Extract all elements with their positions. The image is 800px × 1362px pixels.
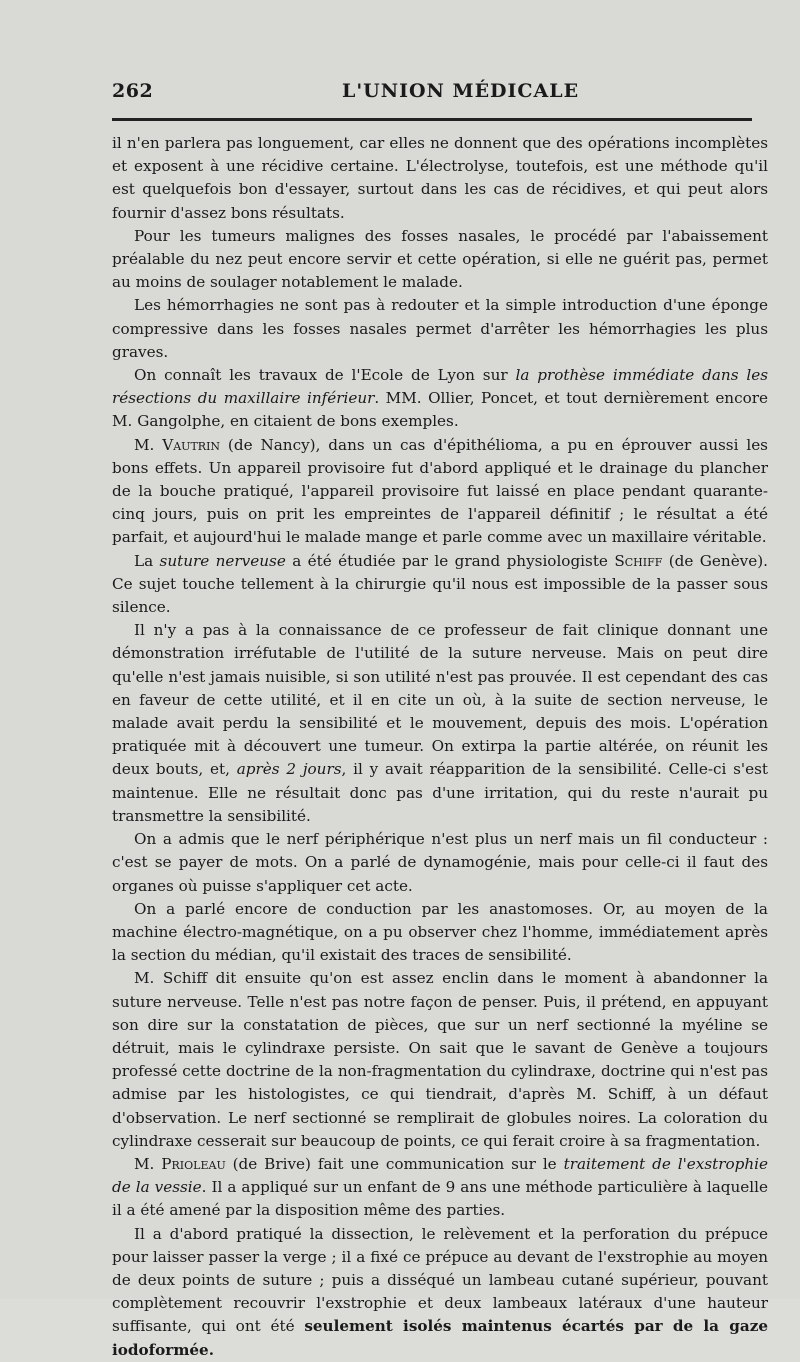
text-run: traitement de l'exstrophie de la vessie [112, 1154, 768, 1197]
text-run: a été étudiée par le grand physiologiste [285, 551, 615, 570]
paragraph [112, 619, 768, 828]
paragraph [112, 967, 768, 1153]
text-run: après 2 jours [236, 760, 342, 779]
text-run: On connaît les travaux de l'Ecole de Lyon sur [134, 366, 516, 385]
paragraph [112, 364, 768, 434]
text-run: (de Genève). Ce sujet touche tellement à la chirurgie qu'il nous est impossible de la passer sous silence. [112, 551, 768, 617]
text-run: On a parlé encore de conduction par les anastomoses. Or, au moyen de la machine électro-magnétique, on a pu observer chez l'homme, immédiatement après la section du médian, qu'il existait des traces de sensibilité. [112, 899, 768, 965]
paragraph [112, 132, 768, 225]
paragraph [112, 550, 768, 620]
text-run: . Il a appliqué sur un enfant de 9 ans une méthode particulière à laquelle il a été amené par la disposition même des parties. [112, 1178, 768, 1220]
text-run: M. [134, 435, 163, 454]
text-run: M. Schiff dit ensuite qu'on est assez enclin dans le moment à abandonner la suture nerveuse. Telle n'est pas notre façon de penser. Puis, il prétend, en appuyant son dire sur la constatation de pièces, que sur un nerf sectionné la myéline se détruit, mais le cylindraxe persiste. On sait que le savant de Genève a toujours professé cette doctrine de la non-fragmentation du cylindraxe, doctrine qui n'est pas admise par les histologistes, ce qui tiendrait, d'après M. Schiff, à un défaut d'observation. Le nerf sectionné se remplirait de globules noires. La coloration du cylindraxe cesserait sur beaucoup de points, ce qui ferait croire à sa fragmentation. [112, 969, 768, 1150]
text-run: Prioleau [161, 1154, 226, 1173]
text-run: (de Brive) fait une communication sur le [225, 1154, 564, 1173]
paragraph [112, 434, 768, 550]
text-run: Vautrin [162, 435, 221, 454]
text-run: . MM. Ollier, Poncet, et tout dernièrement encore M. Gangolphe, en citaient de bons exemples. [112, 389, 768, 431]
text-run: suture nerveuse [159, 551, 286, 570]
text-run: On a admis que le nerf périphérique n'est plus un nerf mais un fil conducteur : c'est se payer de mots. On a parlé de dynamogénie, mais pour celle-ci il faut des organes où puisse s'appliquer cet acte. [112, 830, 768, 895]
text-run: Pour les tumeurs malignes des fosses nasales, le procédé par l'abaissement préalable du nez peut encore servir et cette opération, si elle ne guérit pas, permet au moins de soulager notablement le malade. [112, 226, 768, 292]
header-rule [112, 118, 752, 121]
text-run: , il y avait réapparition de la sensibilité. Celle-ci s'est maintenue. Elle ne résultait donc pas d'une irritation, qui du reste n'aurait pu transmettre la sensibilité. [112, 760, 768, 825]
running-title: L'UNION MÉDICALE [342, 80, 580, 102]
paragraph [112, 898, 768, 968]
text-run: Il n'y a pas à la connaissance de ce professeur de fait clinique donnant une démonstration irréfutable de l'utilité de la suture nerveuse. Mais on peut dire qu'elle n'est jamais nuisible, si son utilité n'est pas prouvée. Il est cependant des cas en faveur de cette utilité, et il en cite un où, à la suite de section nerveuse, le malade avait perdu la sensibilité et le mouvement, depuis des mois. L'opération pratiquée mit à découvert une tumeur. On extirpa la partie altérée, on réunit les deux bouts, et, [112, 621, 768, 779]
text-run: seulement isolés maintenus écartés par de la gaze iodoformée. [112, 1317, 768, 1359]
paragraph [112, 1223, 768, 1362]
paragraph [112, 828, 768, 898]
paragraph [112, 225, 768, 295]
text-run: il n'en parlera pas longuement, car elles ne donnent que des opérations incomplètes et exposent à une récidive certaine. L'électrolyse, toutefois, est une méthode qu'il est quelquefois bon d'essayer, surtout dans les cas de récidives, et qui peut alors fournir d'assez bons résultats. [112, 134, 768, 222]
text-run: Les hémorrhagies ne sont pas à redouter et la simple introduction d'une éponge compressive dans les fosses nasales permet d'arrêter les hémorrhagies les plus graves. [112, 296, 768, 361]
text-run: Schiff [614, 551, 663, 570]
paragraph [112, 294, 768, 364]
page-header [112, 80, 752, 110]
text-run: Il a d'abord pratiqué la dissection, le relèvement et la perforation du prépuce pour laisser passer la verge ; il a fixé ce prépuce au devant de l'exstrophie au moyen de deux points de suture ; puis a disséqué un lambeau cutané supérieur, pouvant complètement recouvrir l'exstrophie et deux lambeaux latéraux d'une hauteur suffisante, qui ont été [112, 1224, 768, 1336]
body-text [112, 132, 768, 1362]
text-run: (de Nancy), dans un cas d'épithélioma, a pu en éprouver aussi les bons effets. Un appareil provisoire fut d'abord appliqué et le drainage du plancher de la bouche pratiqué, l'appareil provisoire fut laissé en place pendant quarante-cinq jours, puis on prit les empreintes de l'appareil définitif ; le résultat a été parfait, et aujourd'hui le malade mange et parle comme avec un maxillaire véritable. [112, 435, 768, 547]
paragraph [112, 1153, 768, 1223]
text-run: La [134, 551, 160, 570]
text-run: la prothèse immédiate dans les résections du maxillaire inférieur [112, 366, 769, 408]
page-number: 262 [112, 80, 154, 102]
text-run: M. [134, 1154, 162, 1173]
